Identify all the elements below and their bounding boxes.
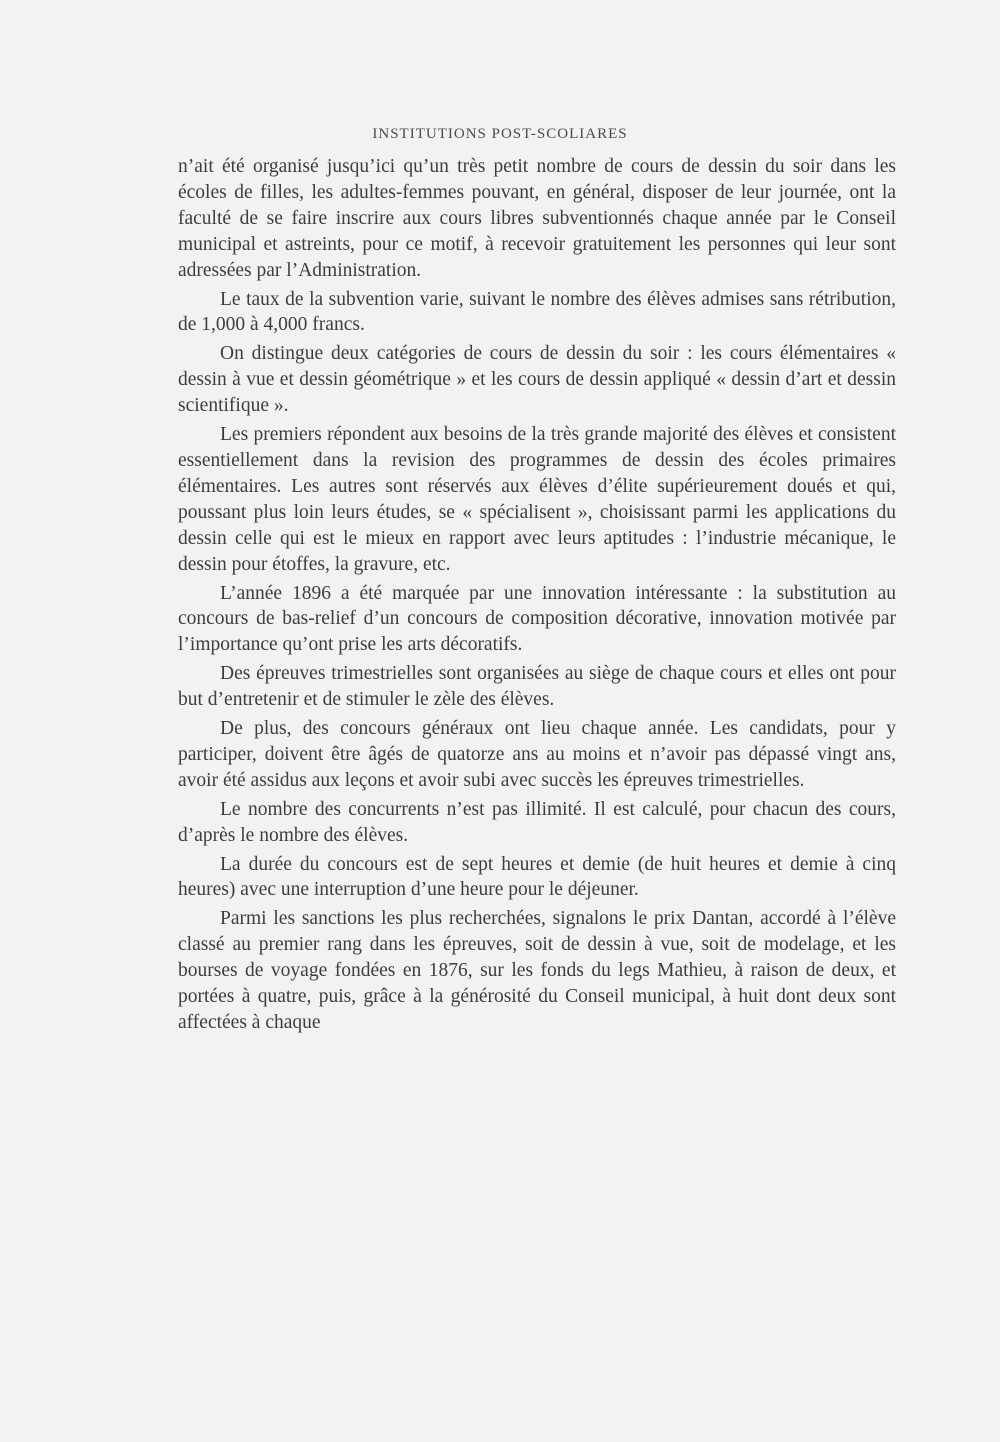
paragraph-continuation: n’ait été organisé jusqu’ici qu’un très petit nombre de cours de dessin du soir dans les écoles de filles, les adultes-femmes pouvant, en général, disposer de leur journée, ont la faculté de se faire inscrire aux cours libres subventionnés chaque année par le Conseil municipal et astreints, pour ce motif, à recevoir gratuitement les personnes qui leur sont adressées par l’Administration.: [178, 156, 896, 281]
paragraph: La durée du concours est de sept heures et demie (de huit heures et demie à cinq heures) avec une interruption d’une heure pour le déjeuner.: [178, 853, 896, 901]
paragraph: L’année 1896 a été marquée par une innovation intéressante : la substitution au concours de bas-relief d’un concours de composition décorative, innovation motivée par l’importance qu’ont prise les arts décoratifs.: [178, 582, 896, 656]
paragraph: On distingue deux catégories de cours de dessin du soir : les cours élémentaires « dessin à vue et dessin géométrique » et les cours de dessin appliqué « dessin d’art et dessin scientifique ».: [178, 343, 896, 417]
body-text: [178, 154, 896, 1036]
paragraph: Des épreuves trimestrielles sont organisées au siège de chaque cours et elles ont pour but d’entretenir et de stimuler le zèle des élèves.: [178, 663, 896, 711]
paragraph: Le taux de la subvention varie, suivant le nombre des élèves admises sans rétribution, de 1,000 à 4,000 francs.: [178, 288, 896, 336]
running-head: INSTITUTIONS POST-SCOLIARES: [372, 126, 628, 142]
paragraph: Parmi les sanctions les plus recherchées, signalons le prix Dantan, accordé à l’élève classé au premier rang dans les épreuves, soit de dessin à vue, soit de modelage, et les bourses de voyage fondées en 1876, sur les fonds du legs Mathieu, à raison de deux, et portées à quatre, puis, grâce à la générosité du Conseil municipal, à huit dont deux sont affectées à chaque: [178, 908, 896, 1033]
paragraph: Le nombre des concurrents n’est pas illimité. Il est calculé, pour chacun des cours, d’après le nombre des élèves.: [178, 798, 896, 846]
paragraph: Les premiers répondent aux besoins de la très grande majorité des élèves et consistent essentiellement dans la revision des programmes de dessin des écoles primaires élémentaires. Les autres sont réservés aux élèves d’élite supérieurement doués et qui, poussant plus loin leurs études, se « spécialisent », choisissant parmi les applications du dessin celle qui est le mieux en rapport avec leurs aptitudes : l’industrie mécanique, le dessin pour étoffes, la gravure, etc.: [178, 424, 896, 575]
paragraph: De plus, des concours généraux ont lieu chaque année. Les candidats, pour y participer, doivent être âgés de quatorze ans au moins et n’avoir pas dépassé vingt ans, avoir été assidus aux leçons et avoir subi avec succès les épreuves trimestrielles.: [178, 718, 896, 791]
